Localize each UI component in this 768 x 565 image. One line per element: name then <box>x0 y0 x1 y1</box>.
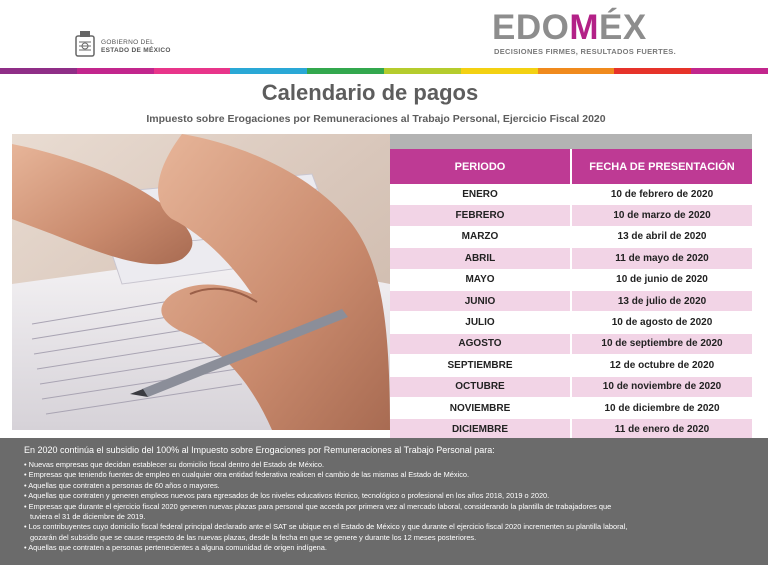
subsidy-item-text: • Empresas que durante el ejercicio fiscal 2020 generen nuevas plazas para personal que acceda por primera vez al mercado laboral, considerando la plantilla de trabajadores que <box>24 501 612 511</box>
subsidy-item-text: • Nuevas empresas que decidan establecer su domicilio fiscal dentro del Estado de México. <box>24 460 325 469</box>
period-cell: NOVIEMBRE <box>390 397 571 418</box>
stripe-segment <box>307 68 384 74</box>
period-cell: JUNIO <box>390 290 571 311</box>
stripe-segment <box>0 68 77 74</box>
brand-prefix: EDO <box>492 8 570 47</box>
period-cell: MARZO <box>390 226 571 247</box>
page-subtitle: Impuesto sobre Erogaciones por Remuneraciones al Trabajo Personal, Ejercicio Fiscal 2020 <box>146 113 606 125</box>
subsidy-item-text: • Los contribuyentes cuyo domicilio fiscal federal principal declarado ante el SAT se ubique en el Estado de México y que durante el ejercicio fiscal 2020 incrementen su plantilla laboral, <box>24 522 628 532</box>
table-row <box>390 419 752 440</box>
period-cell: ENERO <box>390 184 571 205</box>
table-top-band <box>390 134 752 149</box>
subsidy-info-panel <box>0 438 768 565</box>
date-cell: 11 de enero de 2020 <box>571 419 752 440</box>
stripe-segment <box>538 68 615 74</box>
period-cell: DICIEMBRE <box>390 419 571 440</box>
date-cell: 10 de noviembre de 2020 <box>571 376 752 397</box>
date-cell: 13 de abril de 2020 <box>571 226 752 247</box>
gov-line-1: GOBIERNO DEL <box>101 39 155 46</box>
subsidy-item-text: • Aquellas que contraten y generen empleos nuevos para egresados de los niveles educativos técnico, tecnológico o profesional en los años 2018, 2019 o 2020. <box>24 491 550 501</box>
hands-writing-photo <box>12 134 390 430</box>
subsidy-list-item <box>24 502 754 523</box>
table-row <box>390 355 752 376</box>
date-cell: 10 de septiembre de 2020 <box>571 333 752 354</box>
subsidy-list-item <box>24 481 754 491</box>
table-header-row <box>390 149 752 184</box>
subsidy-list-item <box>24 460 754 470</box>
table-row <box>390 269 752 290</box>
page-title: Calendario de pagos <box>261 80 479 105</box>
header-fecha: FECHA DE PRESENTACIÓN <box>571 149 752 184</box>
gov-line-2: ESTADO DE MÉXICO <box>101 47 171 54</box>
subsidy-list <box>24 460 754 554</box>
header <box>0 0 768 68</box>
stripe-segment <box>77 68 154 74</box>
date-cell: 12 de octubre de 2020 <box>571 355 752 376</box>
date-cell: 10 de febrero de 2020 <box>571 184 752 205</box>
stripe-segment <box>230 68 307 74</box>
date-cell: 10 de diciembre de 2020 <box>571 397 752 418</box>
table-row <box>390 376 752 397</box>
period-cell: OCTUBRE <box>390 376 571 397</box>
stripe-segment <box>691 68 768 74</box>
period-cell: AGOSTO <box>390 333 571 354</box>
subsidy-item-continuation: gozarán del subsidio que se cause respecto de las nuevas plazas, desde la fecha en que se genere y durante los 12 meses posteriores. <box>30 532 477 542</box>
stripe-segment <box>614 68 691 74</box>
table-row <box>390 205 752 226</box>
brand-m: M <box>569 8 600 47</box>
subsidy-list-item <box>24 491 754 501</box>
header-periodo: PERIODO <box>390 149 571 184</box>
state-coat-of-arms-icon <box>74 30 96 58</box>
period-cell: ABRIL <box>390 248 571 269</box>
period-cell: SEPTIEMBRE <box>390 355 571 376</box>
color-stripe <box>0 68 768 74</box>
subsidy-item-text: • Empresas que teniendo fuentes de empleo en cualquier otra entidad federativa realicen el cambio de las mismas al Estado de México. <box>24 470 470 480</box>
table-row <box>390 226 752 247</box>
subsidy-list-item <box>24 470 754 480</box>
subsidy-item-text: • Aquellas que contraten a personas pertenecientes a alguna comunidad de origen indígena. <box>24 543 327 553</box>
brand-suffix: ÉX <box>599 8 647 47</box>
subsidy-list-item <box>24 543 754 553</box>
table-row <box>390 333 752 354</box>
subsidy-item-continuation: tuviera el 31 de diciembre de 2019. <box>30 512 146 522</box>
subsidy-item-text: • Aquellas que contraten a personas de 60 años o mayores. <box>24 480 220 490</box>
subsidy-lead: En 2020 continúa el subsidio del 100% al Impuesto sobre Erogaciones por Remuneraciones al Trabajo Personal para: <box>24 445 495 455</box>
date-cell: 10 de marzo de 2020 <box>571 205 752 226</box>
period-cell: FEBRERO <box>390 205 571 226</box>
stripe-segment <box>154 68 231 74</box>
photo-illustration <box>12 134 390 430</box>
edomex-logo <box>492 8 647 48</box>
payment-calendar-table <box>390 149 752 441</box>
table-row <box>390 397 752 418</box>
date-cell: 10 de agosto de 2020 <box>571 312 752 333</box>
subsidy-list-item <box>24 522 754 543</box>
table-row <box>390 248 752 269</box>
stripe-segment <box>461 68 538 74</box>
date-cell: 11 de mayo de 2020 <box>571 248 752 269</box>
table-row <box>390 290 752 311</box>
period-cell: JULIO <box>390 312 571 333</box>
date-cell: 13 de julio de 2020 <box>571 290 752 311</box>
date-cell: 10 de junio de 2020 <box>571 269 752 290</box>
government-logo-text <box>101 39 171 55</box>
period-cell: MAYO <box>390 269 571 290</box>
table-row <box>390 184 752 205</box>
table-row <box>390 312 752 333</box>
slogan: DECISIONES FIRMES, RESULTADOS FUERTES. <box>494 47 676 56</box>
stripe-segment <box>384 68 461 74</box>
